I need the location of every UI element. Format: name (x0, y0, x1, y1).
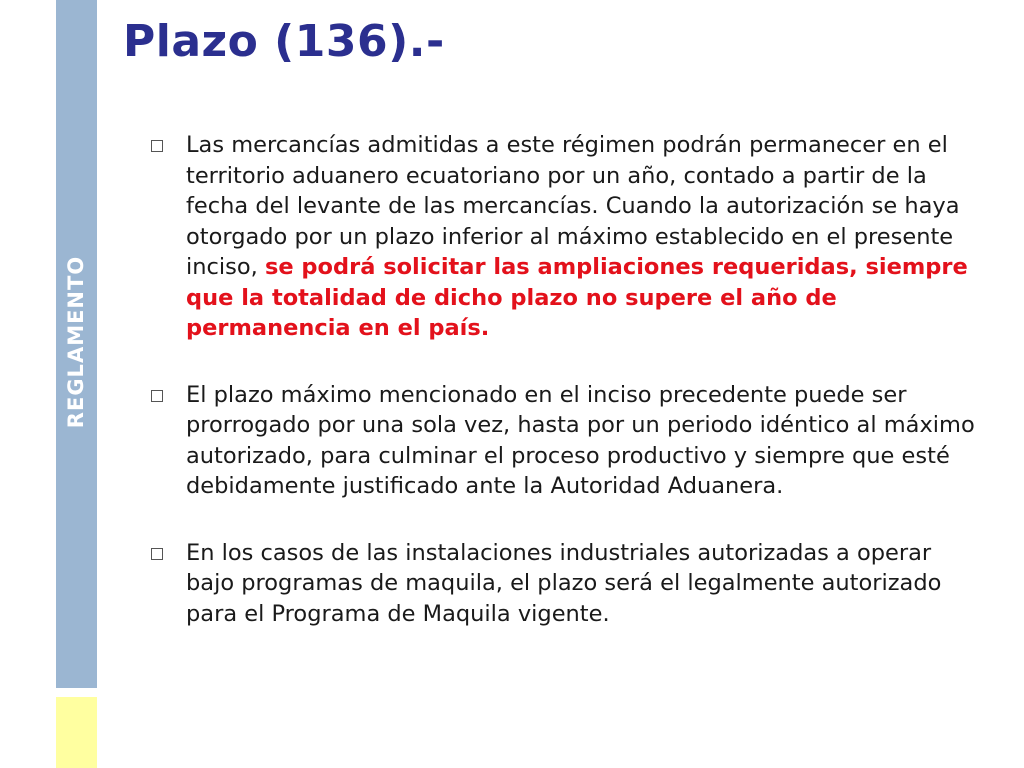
bullet-list (150, 130, 980, 665)
bullet-text: El plazo máximo mencionado en el inciso precedente puede ser prorrogado por una sola vez, hasta por un periodo idéntico al máximo autorizado, para culminar el proceso productivo y siempre que esté debidamente justificado ante la Autoridad Aduanera. (186, 381, 975, 499)
bullet-text: Las mercancías admitidas a este régimen podrán permanecer en el territorio aduanero ecuatoriano por un año, contado a partir de la fecha del levante de las mercancías. Cuando la autorización se haya otorgado por un plazo inferior al máximo establecido en el presente inciso, (186, 132, 960, 280)
bullet-item (150, 130, 980, 344)
side-label: REGLAMENTO (64, 255, 88, 429)
square-bullet-icon (151, 140, 163, 152)
square-bullet-icon (151, 548, 163, 560)
side-bar-accent (56, 697, 97, 768)
slide-title: Plazo (136).- (123, 16, 445, 67)
bullet-emphasis: se podrá solicitar las ampliaciones requeridas, siempre que la totalidad de dicho plazo no supere el año de permanencia en el país. (186, 254, 968, 341)
bullet-item (150, 380, 980, 502)
bullet-item (150, 538, 980, 630)
bullet-text: En los casos de las instalaciones industriales autorizadas a operar bajo programas de maquila, el plazo será el legalmente autorizado para el Programa de Maquila vigente. (186, 539, 942, 627)
square-bullet-icon (151, 390, 163, 402)
